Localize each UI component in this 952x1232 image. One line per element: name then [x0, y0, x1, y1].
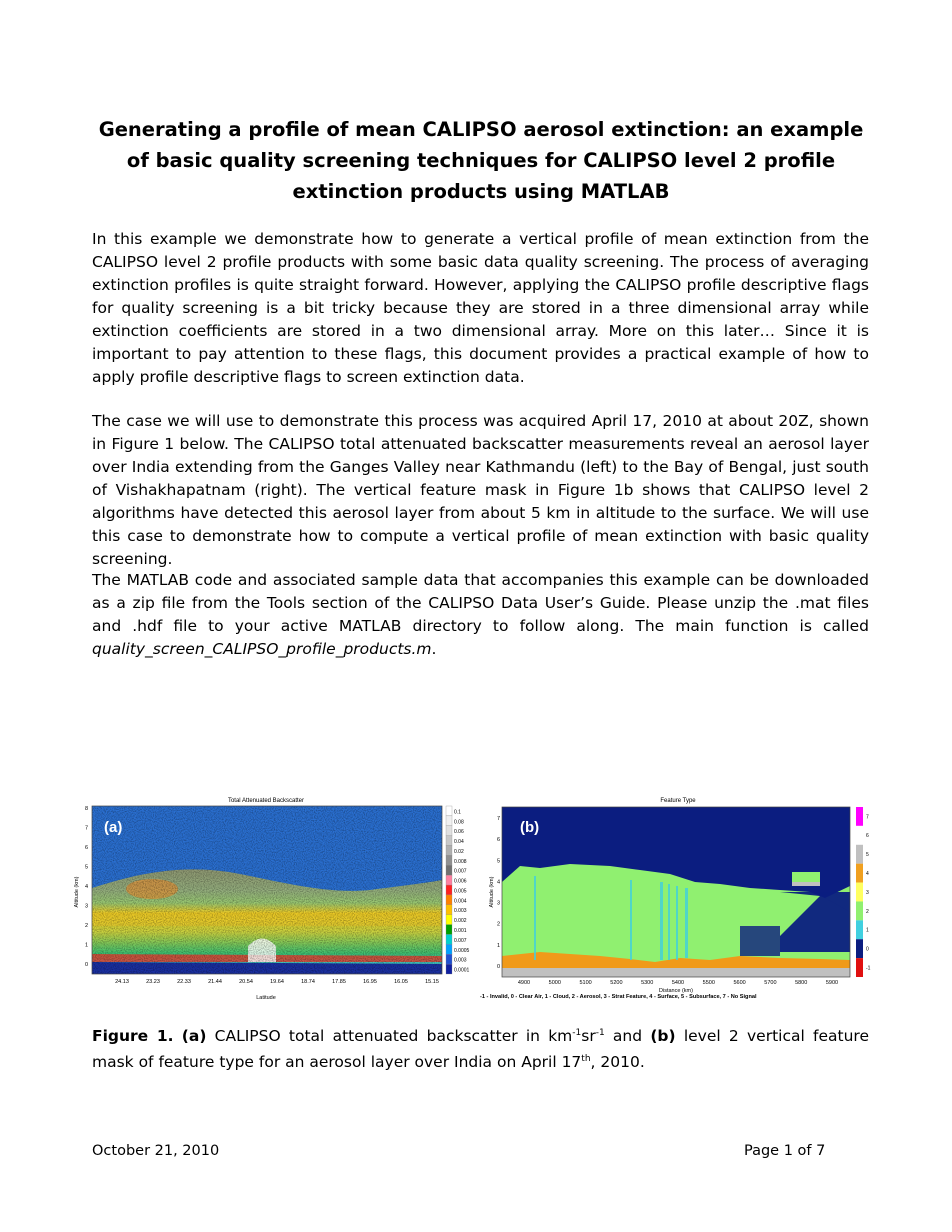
caption-text-5: , 2010. [590, 1053, 645, 1072]
figure-a-colorbar-swatch [446, 846, 452, 856]
figure-a-ytick-label: 5 [84, 864, 88, 871]
figure-b-xtick-label: 5200 [610, 980, 623, 986]
figure-a-colorbar-label: 0.007 [454, 937, 467, 944]
figure-b-xtick-label: 5000 [548, 980, 561, 986]
figure-a-xtick-label: 16.95 [363, 979, 377, 985]
figure-b-title: Feature Type [660, 798, 696, 804]
figure-a-colorbar-label: 0.003 [454, 957, 467, 964]
caption-text-1: CALIPSO total attenuated backscatter in km [206, 1027, 573, 1046]
figure-a-colorbar-label: 0.004 [454, 898, 467, 905]
figure-a-svg [70, 796, 482, 1000]
figure-b-colorbar-swatch [856, 826, 863, 845]
figure-a-colorbar-label: 0.04 [454, 839, 464, 846]
figure-a-colorbar-label: 0.0005 [454, 947, 470, 954]
figure-a-xtick-label: 20.54 [239, 979, 253, 985]
figure-a-ytick-label: 2 [84, 923, 88, 929]
figure-b-colorbar-swatch [856, 939, 863, 958]
figure-a-panel-label: (a) [104, 819, 123, 836]
figure-b-xtick-label: 5800 [795, 980, 808, 986]
figure-b-ytick-label: 0 [496, 964, 500, 970]
figure-a-colorbar-swatch [446, 885, 452, 895]
figure-a-colorbar-swatch [446, 905, 452, 915]
figure-b-panel-label: (b) [520, 819, 540, 836]
figure-b-colorbar-label: 4 [866, 871, 869, 877]
figure-b-colorbar-label: 2 [866, 908, 869, 915]
figure-a-colorbar [446, 806, 470, 974]
figure-a-colorbar-label: 0.02 [454, 848, 464, 855]
figure-a-colorbar-label: 0.06 [454, 829, 464, 836]
figure-a-xtick-label: 24.13 [115, 979, 129, 985]
figure-a-colorbar-swatch [446, 875, 452, 885]
caption-a-label: (a) [181, 1027, 207, 1046]
figure-b-colorbar-label: 0 [866, 946, 869, 953]
figure-a-colorbar-label: 0.0001 [454, 967, 470, 974]
figure-b-colorbar-swatch [856, 901, 863, 920]
figure-a-colorbar-label: 0.007 [454, 868, 467, 875]
document-title: Generating a profile of mean CALIPSO aerosol extinction: an example of basic quality screening techniques for CALIPSO level 2 profile extinction products using MATLAB [98, 118, 864, 203]
figure-a-colorbar-label: 0.002 [454, 918, 467, 925]
figure-a-colorbar-label: 0.08 [454, 819, 464, 826]
figure-a-title: Total Attenuated Backscatter [227, 798, 305, 804]
paragraph-code-text: The MATLAB code and associated sample data that accompanies this example can be downloaded as a zip file from the Tools section of the CALIPSO Data User’s Guide. Please unzip the .mat files and .hdf file to your active MATLAB directory to follow along. The main function is called [92, 571, 869, 635]
figure-a-colorbar-swatch [446, 925, 452, 935]
figure-b-xticks [518, 980, 838, 986]
figure-b-xlabel: Distance (km) [659, 988, 693, 994]
caption-text-3: and [604, 1027, 651, 1046]
figure-b-ylabel: Altitude (km) [489, 876, 495, 908]
figure-b-colorbar-swatch [856, 845, 863, 864]
paragraph-case: The case we will use to demonstrate this process was acquired April 17, 2010 at about 20Z, shown in Figure 1 below. The CALIPSO total attenuated backscatter measurements reveal an aerosol layer over India extending from the Ganges Valley near Kathmandu (left) to the Bay of Bengal, just south of Vishakhapatnam (right). The vertical feature mask in Figure 1b shows that CALIPSO level 2 algorithms have detected this aerosol layer from about 5 km in altitude to the surface. We will use this case to demonstrate how to compute a vertical profile of mean extinction with basic quality screening. [92, 412, 869, 568]
figure-b-legend: -1 - Invalid, 0 - Clear Air, 1 - Cloud, 2 - Aerosol, 3 - Strat Feature, 4 - Surface, 5 - Subsurface, 7 - No Signal [480, 994, 757, 1000]
figure-a-colorbar-swatch [446, 915, 452, 925]
figure-caption [92, 1022, 869, 1074]
figure-a-ytick-label: 0 [84, 962, 88, 968]
figure-a-colorbar-swatch [446, 865, 452, 875]
caption-b-label: (b) [650, 1027, 676, 1046]
figure-b-colorbar-swatch [856, 807, 863, 826]
figure-a-ytick-label: 6 [84, 845, 88, 851]
figure-b-xtick-label: 5500 [702, 980, 715, 986]
figure-b-plot-area [502, 807, 850, 977]
caption-label: Figure 1. [92, 1027, 174, 1046]
figure-b-ytick-label: 1 [496, 942, 500, 949]
figure-b-colorbar-label: 1 [866, 927, 869, 934]
figure-a-colorbar-swatch [446, 836, 452, 846]
paragraph-code-end: . [431, 640, 437, 658]
figure-a-ytick-label: 7 [84, 825, 88, 832]
caption-text-2: sr [581, 1027, 596, 1046]
figure-b-ytick-label: 7 [496, 816, 500, 822]
figure-b-feature-type [480, 796, 880, 1000]
figure-b-ytick-label: 5 [496, 858, 500, 865]
paragraph-code [92, 569, 869, 661]
footer-date: October 21, 2010 [92, 1143, 220, 1159]
figure-b-svg [480, 796, 880, 1000]
figure-a-colorbar-swatch [446, 816, 452, 826]
figure-a-colorbar-swatch [446, 944, 452, 954]
figure-a-xtick-label: 15.15 [425, 979, 439, 985]
figure-b-yticks [497, 816, 500, 970]
figure-b-xtick-label: 4900 [517, 980, 531, 986]
figure-a-ylabel: Altitude (km) [74, 876, 80, 908]
figure-a-colorbar-label: 0.008 [454, 858, 467, 865]
figure-a-colorbar-swatch [446, 855, 452, 865]
figure-a-ytick-label: 8 [84, 806, 88, 812]
figure-a-xtick-label: 22.33 [177, 979, 191, 985]
footer-page-number: Page 1 of 7 [744, 1143, 826, 1159]
figure-b-xtick-label: 5100 [579, 980, 592, 986]
caption-text-4: level 2 vertical feature mask of feature type for an aerosol layer over India on April 17 [92, 1027, 869, 1072]
function-name: quality_screen_CALIPSO_profile_products.m [92, 640, 432, 658]
figure-b-colorbar [856, 807, 871, 977]
figure-a-xtick-label: 18.74 [301, 979, 315, 985]
figure-a-colorbar-label: 0.003 [454, 908, 467, 915]
figure-a-ytick-label: 3 [84, 903, 88, 910]
figure-b-colorbar-swatch [856, 958, 863, 977]
figure-b-colorbar-swatch [856, 920, 863, 939]
figure-a-colorbar-swatch [446, 826, 452, 836]
figure-b-ytick-label: 6 [496, 837, 500, 844]
figure-a-plot-area [92, 806, 442, 974]
figure-a-colorbar-swatch [446, 934, 452, 944]
figure-b-colorbar-swatch [856, 883, 863, 902]
figure-b-xtick-label: 5600 [733, 980, 746, 986]
figure-a-colorbar-label: 0.006 [454, 878, 467, 885]
figure-a-xticks [115, 979, 439, 985]
figure-a-xtick-label: 16.05 [394, 979, 408, 985]
figure-a-colorbar-swatch [446, 954, 452, 964]
figure-b-ytick-label: 4 [496, 879, 500, 886]
paragraph-intro: In this example we demonstrate how to generate a vertical profile of mean extinction from the CALIPSO level 2 profile products with some basic data quality screening. The process of averaging extinction profiles is quite straight forward. However, applying the CALIPSO profile descriptive flags for quality screening is a bit tricky because they are stored in a three dimensional array while extinction coefficients are stored in a two dimensional array. More on this later… Since it is important to pay attention to these flags, this document provides a practical example of how to apply profile descriptive flags to screen extinction data. [92, 230, 869, 386]
figure-b-ytick-label: 3 [496, 900, 500, 907]
figure-a-xtick-label: 17.85 [332, 979, 346, 985]
figure-b-xtick-label: 5400 [671, 980, 685, 986]
figure-b-ytick-label: 2 [496, 921, 500, 928]
figure-a-xlabel: Latitude [256, 995, 276, 1000]
caption-sup-2: -1 [595, 1028, 605, 1038]
figure-a-colorbar-label: 0.005 [454, 888, 467, 895]
figure-a-ytick-label: 4 [84, 884, 88, 890]
figure-a-xtick-label: 21.44 [208, 979, 222, 985]
figure-a-xtick-label: 23.23 [146, 979, 160, 985]
figure-a-yticks [85, 806, 88, 968]
caption-sup-1: -1 [572, 1028, 582, 1038]
figure-b-colorbar-label: 3 [866, 889, 869, 896]
figure-a-xtick-label: 19.64 [270, 979, 284, 985]
figure-a-colorbar-swatch [446, 895, 452, 905]
figure-b-xtick-label: 5300 [641, 980, 654, 986]
figure-b-colorbar-swatch [856, 864, 863, 883]
figure-b-colorbar-label: 6 [866, 833, 869, 840]
figure-b-xtick-label: 5900 [825, 980, 839, 986]
figure-a-colorbar-label: 0.1 [454, 809, 461, 816]
figure-a-colorbar-swatch [446, 806, 452, 816]
figure-b-colorbar-label: -1 [866, 965, 871, 972]
figure-a-colorbar-swatch [446, 964, 452, 974]
figure-a-ytick-label: 1 [84, 942, 88, 949]
figure-b-colorbar-label: 7 [866, 814, 869, 821]
figure-b-xtick-label: 5700 [764, 980, 777, 986]
caption-sup-3: th [581, 1054, 591, 1065]
figure-a-colorbar-label: 0.001 [454, 928, 467, 934]
figure-a-backscatter [70, 796, 482, 1000]
figure-b-colorbar-label: 5 [866, 852, 869, 859]
